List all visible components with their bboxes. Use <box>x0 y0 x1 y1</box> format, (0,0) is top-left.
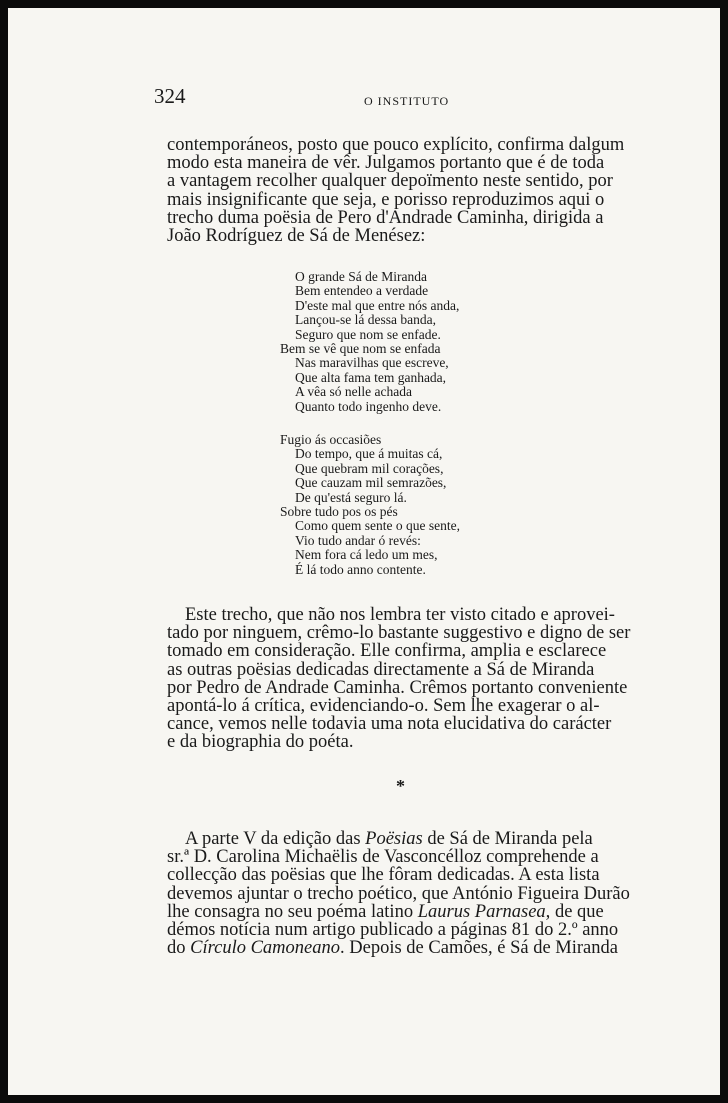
poem-line: De qu'está seguro lá. <box>295 489 407 505</box>
text-line: contemporáneos, posto que pouco explícito, confirma dalgum <box>167 135 625 155</box>
page-header <box>154 84 624 114</box>
running-title: O INSTITUTO <box>364 94 450 108</box>
poem-line: Lançou-se lá dessa banda, <box>295 312 436 328</box>
poem-line: O grande Sá de Miranda <box>295 269 427 284</box>
poem-line: Do tempo, que á muitas cá, <box>295 446 443 462</box>
text-line <box>167 903 637 921</box>
poem-line: A vêa só nelle achada <box>295 384 412 400</box>
poem-line: Bem entendeo a verdade <box>295 283 429 299</box>
text-segment: lhe consagra no seu poéma latino <box>167 901 418 922</box>
text-line: e da biographia do poéta. <box>167 732 354 753</box>
poem-line: Como quem sente o que sente, <box>295 518 460 534</box>
poem-line: Que alta fama tem ganhada, <box>295 369 447 385</box>
poem-line: Quanto todo ingenho deve. <box>295 398 442 414</box>
poem-line: Vio tudo andar ó revés: <box>295 532 421 548</box>
italic-title: Círculo Camoneano <box>190 938 341 959</box>
poem-line: Nem fora cá ledo um mes, <box>295 547 438 563</box>
text-line: João Rodríguez de Sá de Menésez: <box>167 226 426 247</box>
text-line: por Pedro de Andrade Caminha. Crêmos portanto conveniente <box>167 677 628 698</box>
text-segment: do <box>167 938 191 959</box>
text-line: modo esta maneira de vêr. Julgamos portanto que é de toda <box>167 153 605 174</box>
italic-title: Poësias <box>365 829 423 849</box>
text-segment: de que <box>550 901 604 922</box>
text-line: collecção das poësias que lhe fôram dedicadas. A esta lista <box>167 865 600 886</box>
poem-line: D'este mal que entre nós anda, <box>295 297 460 313</box>
text-line: cance, vemos nelle todavia uma nota elucidativa do carácter <box>167 714 612 735</box>
page-number: 324 <box>154 84 186 108</box>
text-line: tado por ninguem, crêmo-lo bastante suggestivo e digno de ser <box>167 623 631 644</box>
text-line: démos notícia num artigo publicado a páginas 81 do 2.º anno <box>167 920 619 941</box>
poem-line: Nas maravilhas que escreve, <box>295 355 449 371</box>
text-line: apontá-lo á crítica, evidenciando-o. Sem lhe exagerar o al- <box>167 696 600 717</box>
paragraph-intro <box>167 136 637 245</box>
poem-line: Seguro que nom se enfade. <box>295 326 441 342</box>
text-line: trecho duma poësia de Pero d'Andrade Caminha, dirigida a <box>167 207 604 228</box>
text-line: mais insignificante que seja, e porisso reproduzimos aqui o <box>167 189 605 210</box>
text-line <box>167 830 637 848</box>
poem-line: Fugio ás occasiões <box>280 432 382 447</box>
paragraph-part-v <box>167 830 637 957</box>
text-line: devemos ajuntar o trecho poético, que António Figueira Durão <box>167 883 630 904</box>
poem-line: Que quebram mil corações, <box>295 460 444 476</box>
italic-title: Laurus Parnasea, <box>417 901 551 922</box>
text-line: sr.ª D. Carolina Michaëlis de Vasconcélloz comprehende a <box>167 847 599 868</box>
text-line: Este trecho, que não nos lembra ter visto citado e aprovei- <box>185 605 615 625</box>
text-line: as outras poësias dedicadas directamente a Sá de Miranda <box>167 659 595 680</box>
paragraph-commentary <box>167 606 637 752</box>
poem-line: É lá todo anno contente. <box>295 561 426 577</box>
text-segment: . Depois de Camões, é Sá de Miranda <box>340 938 618 959</box>
poem-line: Bem se vê que nom se enfada <box>280 341 441 357</box>
section-separator: * <box>396 776 405 796</box>
poem-stanza-2 <box>280 433 520 577</box>
text-line: a vantagem recolher qualquer depoïmento neste sentido, por <box>167 171 613 192</box>
poem-line: Que cauzam mil semrazões, <box>295 475 447 491</box>
text-line: tomado em consideração. Elle confirma, amplia e esclarece <box>167 641 607 662</box>
text-segment: de Sá de Miranda pela <box>422 829 593 849</box>
text-segment: A parte V da edição das <box>185 829 366 849</box>
poem-stanza-1 <box>280 270 520 414</box>
text-line <box>167 939 637 957</box>
poem-line: Sobre tudo pos os pés <box>280 504 398 520</box>
page <box>8 8 720 1095</box>
